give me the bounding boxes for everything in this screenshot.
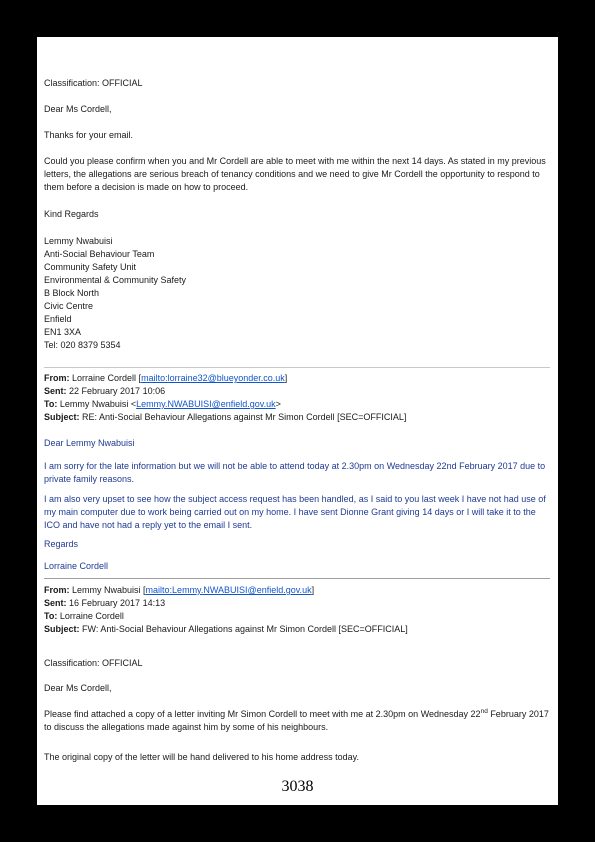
divider [44,578,550,579]
signature-town: Enfield [44,314,72,324]
original-body [44,708,554,734]
thanks-line: Thanks for your email. [44,130,134,140]
original-sent-line [44,597,554,610]
reply-signoff: Regards [44,539,79,549]
from-close: ] [284,373,288,383]
ordinal-suffix: nd [480,708,488,715]
signature-team: Anti-Social Behaviour Team [44,249,155,259]
greeting: Dear Ms Cordell, [44,104,112,114]
original-header [44,584,554,636]
reply-to-line [44,398,554,411]
sent-label: Sent: [44,386,67,396]
subject-text: FW: Anti-Social Behaviour Allegations against Mr Simon Cordell [SEC=OFFICIAL] [82,624,408,634]
from-name: Lorraine Cordell [ [72,373,142,383]
sent-date: 22 February 2017 10:06 [69,386,166,396]
page-number: 3038 [281,778,314,795]
original-greeting: Dear Ms Cordell, [44,683,112,693]
reply-greeting: Dear Lemmy Nwabuisi [44,438,135,448]
to-name: Lemmy Nwabuisi < [59,399,137,409]
signature-unit: Community Safety Unit [44,262,137,272]
reply-from-line [44,372,554,385]
signature-centre: Civic Centre [44,301,94,311]
sent-label: Sent: [44,598,67,608]
classification-line: Classification: OFFICIAL [44,78,143,88]
from-email-link[interactable]: mailto:lorraine32@blueyonder.co.uk [141,373,285,383]
sent-date: 16 February 2017 14:13 [69,598,166,608]
original-subject-line [44,623,554,636]
signoff: Kind Regards [44,209,99,219]
to-close: > [275,399,281,409]
from-label: From: [44,373,70,383]
signature-block [44,235,554,352]
from-email-link[interactable]: mailto:Lemmy.NWABUISI@enfield.gov.uk [145,585,312,595]
from-label: From: [44,585,70,595]
to-email-link[interactable]: Lemmy.NWABUISI@enfield.gov.uk [136,399,276,409]
reply-paragraph-2: I am also very upset to see how the subject access request has been handled, as I said to you last week I have not had use of my main computer due to work being carried out on my home. I have sent Dionne Grant giving 14 days or I will take it to the ICO and have not had a reply yet to the email I sent. [44,494,546,530]
reply-name: Lorraine Cordell [44,561,109,571]
signature-building: B Block North [44,288,100,298]
reply-sent-line [44,385,554,398]
divider [44,367,550,368]
reply-header [44,372,554,424]
body-part-1: Please find attached a copy of a letter inviting Mr Simon Cordell to meet with me at 2.30pm on Wednesday 22 [44,709,481,719]
to-label: To: [44,399,58,409]
reply-paragraph-1: I am sorry for the late information but we will not be able to attend today at 2.30pm on Wednesday 22nd February 2017 due to private family reasons. [44,461,546,484]
body-part-2: February 2017 to discuss the allegations made against him by some of his neighbours. [44,709,549,732]
signature-department: Environmental & Community Safety [44,275,187,285]
original-from-line [44,584,554,597]
body-paragraph: Could you please confirm when you and Mr Cordell are able to meet with me within the next 14 days. As stated in my previous letters, the allegations are serious breach of tenancy conditions and we need to give Mr Cordell the opportunity to respond to them before a decision is made on how to proceed. [44,156,546,192]
signature-postcode: EN1 3XA [44,327,82,337]
signature-phone: Tel: 020 8379 5354 [44,340,121,350]
to-label: To: [44,611,58,621]
original-to-line [44,610,554,623]
original-note: The original copy of the letter will be hand delivered to his home address today. [44,752,360,762]
document-page [37,37,558,805]
original-classification: Classification: OFFICIAL [44,658,143,668]
subject-label: Subject: [44,412,80,422]
from-close: ] [311,585,315,595]
reply-subject-line [44,411,554,424]
from-name: Lemmy Nwabuisi [ [72,585,146,595]
signature-name: Lemmy Nwabuisi [44,236,113,246]
to-name: Lorraine Cordell [59,611,124,621]
subject-text: RE: Anti-Social Behaviour Allegations against Mr Simon Cordell [SEC=OFFICIAL] [82,412,407,422]
subject-label: Subject: [44,624,80,634]
